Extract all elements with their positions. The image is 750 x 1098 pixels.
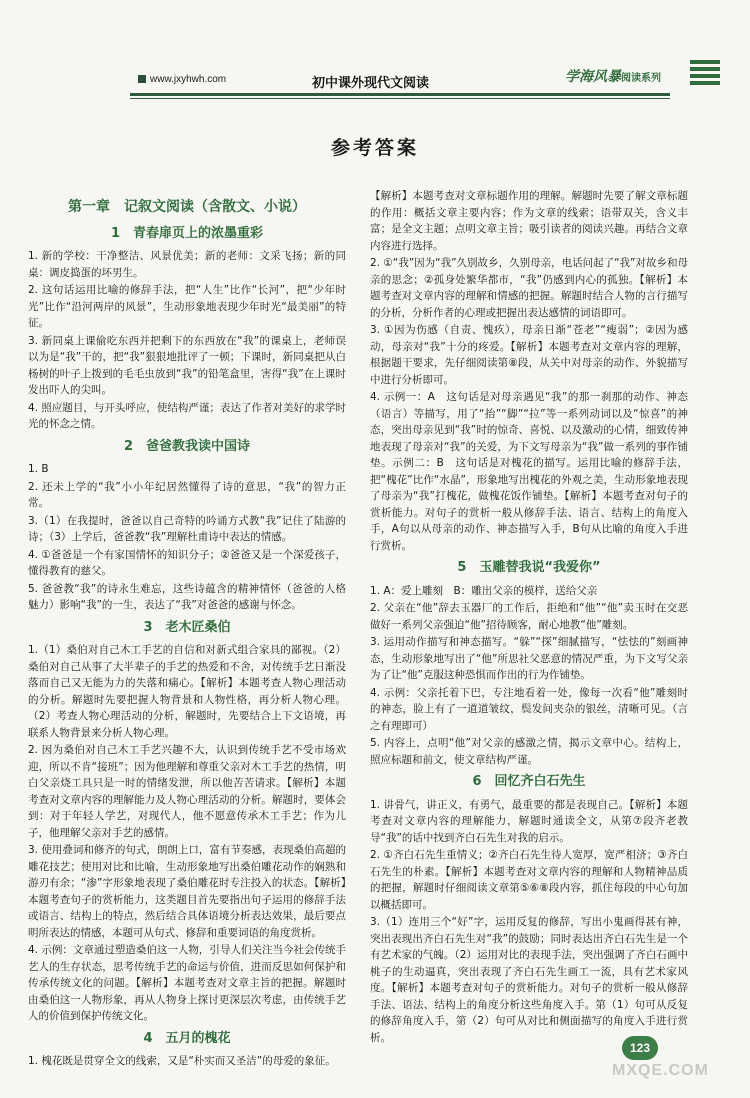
section-heading-6: 6 回忆齐白石先生 [472, 774, 586, 789]
answer-paragraph: 3. ①因为伤感（自责、愧疚），母亲日渐“苍老”“瘦弱”；②因为感动，母亲对“我”十分的疼爱。【解析】本题考查对文章内容的理解，根据题干要求，先仔细阅读第⑧段，从关中对母亲的动作、外貌描写中进行分析即可。 [370, 324, 688, 386]
header-rule [130, 93, 670, 96]
answer-paragraph: 2. ①“我”因为“我”久别故乡，久别母亲，电话问起了“我”对故乡和母亲的思念；②孤身处繁华都市，“我”仍感到内心的孤独。【解析】本题考查对文章内容的理解和情感的把握。解题时结合人物的言行描写的分析，分析作者的心理或把握出表达感情的词语即可。 [370, 257, 688, 319]
section-4-answers [28, 1053, 346, 1070]
brand-logo [565, 66, 661, 86]
left-column [28, 195, 346, 1071]
answer-paragraph: 4. 示例：父亲托着下巴，专注地看着一处，像每一次看“他”雕刻时的神态，脸上有了一道道皱纹，鬓发间夹杂的银丝，清晰可见。（言之有理即可） [370, 686, 688, 732]
book-title: 初中课外现代文阅读 [312, 76, 430, 91]
answer-paragraph: 4. 示例一：A 这句话是对母亲遇见“我”的那一刹那的动作、神态（语言）等描写，用了“抬”“脚”“拉”等一系列动词以及“惊喜”的神态，突出母亲见到“我”时的惊奇、喜悦、以及激动的心情，细致传神地表现了母亲对“我”的关爱，为下文写母亲为“我”做一系列的事作铺垫。示例二：B 这句话是对槐花的描写。运用比喻的修辞手法，把“槐花”比作“水晶”，形象地写出槐花的外观之美，生动形象地表现了母亲为“我”打槐花，做槐花饭作铺垫。【解析】本题考查对句子的赏析能力。对句子的赏析一般从修辞手法、语言、结构上的角度入手，A句以从母亲的动作、神态描写入手，B句从比喻的角度入手进行赏析。 [370, 391, 688, 552]
brand-sub: 阅读系列 [621, 73, 661, 84]
answer-paragraph: 1. 槐花既是贯穿全文的线索，又是“朴实而又圣洁”的母爱的象征。 [28, 1055, 336, 1067]
answer-paragraph: 5. 爸爸教“我”的诗永生难忘，这些诗蕴含的精神情怀（爸爸的人格魅力）影响“我”的一生，表达了“我”对爸爸的感谢与怀念。 [28, 582, 346, 611]
answer-paragraph: 4. 照应题目，与开头呼应，使结构严谨；表达了作者对美好的求学时光的怀念之情。 [28, 401, 346, 430]
header-stripes-decoration [690, 60, 720, 100]
section-heading-2: 2 爸爸教我读中国诗 [123, 438, 251, 454]
section-2-answers [28, 461, 346, 614]
answer-paragraph: 1.（1）桑伯对自己木工手艺的自信和对新式组合家具的鄙视。（2）桑伯对自己从事了大半辈子的手艺的热爱和不舍，对传统手艺日渐没落而自己又无能为力的失落和痛心。【解析】本题考查人物心理活动的分析。解题时先要把握人物背景和人物性格，再分析人物心理。（2）考查人物心理活动的分析，解题时，先要结合上下文语境，再联系人物背景来分析人物心理。 [28, 644, 346, 739]
answer-paragraph: 3. 使用叠词和修齐的句式，朗朗上口，富有节奏感，表现桑伯高超的雕花技艺；使用对比和比喻，生动形象地写出桑伯雕花动作的娴熟和游刃有余；“渗”字形象地表现了桑伯雕花时专注投入的状态。【解析】本题考查句子的赏析能力，这类题目首先要指出句子运用的修辞手法或语言、结构上的特点，然后结合具体语境分析表达效果，最后要点明所表达的情感，本题可从句式、修辞和重要词语的角度赏析。 [28, 844, 346, 939]
answer-paragraph: 1. 讲骨气，讲正义，有勇气，最重要的都是表现自己。【解析】本题考查对文章内容的理解能力，解题时通读全文，从第⑦段齐老教导“我”的话中找到齐白石先生对我的启示。 [370, 798, 688, 844]
answer-paragraph: 4. 示例：文章通过塑造桑伯这一人物，引导人们关注当今社会传统手艺人的生存状态，思考传统手艺的命运与价值，进而反思如何保护和传承传统文化的问题。【解析】本题考查对文章主旨的把握。解题时由桑伯这一人物形象，再从人物身上探讨更深层次考虑，由传统手艺人的价值到保护传统文化。 [28, 944, 346, 1022]
section-heading-4: 4 五月的槐花 [143, 1030, 231, 1046]
site-url-text: www.jxyhwh.com [150, 74, 227, 85]
section-heading-3: 3 老木匠桑伯 [143, 619, 231, 635]
section-3-answers [28, 642, 346, 1025]
answer-paragraph: 1. 新的学校：干净整洁、风景优美；新的老师：文采飞扬；新的同桌：调皮捣蛋的坏男生。 [28, 250, 346, 279]
section-5-answers [370, 583, 688, 769]
answer-paragraph: 2. 父亲在“他”辞去玉器厂的工作后，拒绝和“他”“他”卖玉时在交恶做好一系列父亲强迫“他”招待顾客，耐心地教“他”雕刻。 [370, 602, 688, 631]
answer-paragraph: 1. B [28, 463, 49, 475]
answer-paragraph: 3. 新同桌上课偷吃东西并把剩下的东西放在“我”的课桌上，老师误以为是“我”干的，把“我”狠狠地批评了一顿；下课时，新同桌把从白杨树的叶子上拨到的毛毛虫放到“我”的铅笔盒里，害得“我”在上课时发出吓人的尖叫。 [28, 334, 346, 396]
page-header [0, 60, 750, 104]
answer-paragraph: 【解析】本题考查对文章标题作用的理解。解题时先要了解文章标题的作用：概括文章主要内容；作为文章的线索；语带双关，含义丰富；是全文主题；点明文章主旨；吸引读者的阅读兴趣。再结合文章内容进行选择。 [370, 190, 688, 252]
answer-paragraph: 2. ①齐白石先生重情义；②齐白石先生待人宽厚，宽严相济；③齐白石先生的朴素。【解析】本题考查对文章内容的理解和人物精神品质的把握，解题时仔细阅读文章第⑤⑥⑧段内容，抓住每段的中心句加以概括即可。 [370, 849, 688, 911]
section-4-answers-cont [370, 188, 688, 554]
answer-paragraph: 2. 还未上学的“我”小小年纪居然懂得了诗的意思，“我”的智力正常。 [28, 480, 346, 509]
site-url [138, 74, 226, 85]
answer-paragraph: 1. A：爱上雕刻 B：雕出父亲的模样，送给父亲 [370, 584, 598, 597]
answer-paragraph: 5. 内容上，点明“他”对父亲的感激之情，揭示文章中心。结构上，照应标题和前文，使文章结构严谨。 [370, 737, 688, 766]
chapter-heading: 第一章 记叙文阅读（含散文、小说） [68, 199, 306, 215]
section-6-answers [370, 797, 688, 1047]
answer-paragraph: 3. 运用动作描写和神态描写。“躲”“探”细腻描写，“怯怯的”刻画神态，生动形象地写出了“他”所思社父恶意的情况严重，为下文写父亲为了让“他”克服这种恐惧而作出的行为作铺垫。 [370, 636, 688, 681]
answer-paragraph: 2. 因为桑伯对自己木工手艺兴趣不大，认识到传统手艺不受市场欢迎，所以不肯“接班”；因为他理解和尊重父亲对木工手艺的热情，明白父亲烧工具只是一时的情绪发泄，所以他苦苦请求。【解析】本题考查对文章内容的理解能力及人物心理活动的分析。解题时，要体会到：对于年轻人学艺，对现代人，他不愿意传承木工手艺；作为儿子，他理解父亲对手艺的感情。 [28, 744, 346, 839]
section-heading-5: 5 玉雕替我说“我爱你” [457, 560, 601, 575]
brand-main: 学海风暴 [565, 69, 621, 85]
watermark: MXQE.COM [612, 1062, 709, 1079]
answer-paragraph: 4. ①爸爸是一个有家国情怀的知识分子；②爸爸又是一个深爱孩子，懂得教育的慈父。 [28, 548, 346, 577]
page-number: 123 [622, 1036, 658, 1060]
answer-paragraph: 2. 这句话运用比喻的修辞手法，把“人生”比作“长河”，把“少年时光”比作“沿河两岸的风景”，生动形象地表现少年时光“最美丽”的特征。 [28, 284, 346, 329]
url-square-icon [138, 75, 146, 83]
section-heading-1: 1 青春扉页上的浓墨重彩 [110, 225, 264, 241]
header-rule-thin [130, 98, 670, 99]
answer-paragraph: 3.（1）在我提时，爸爸以自己奇特的吟诵方式教“我”记住了陆游的诗；（3）上学后，爸爸教“我”理解杜甫诗中表达的情感。 [28, 514, 346, 543]
page-title: 参考答案 [330, 137, 419, 159]
answer-paragraph: 3.（1）连用三个“好”字，运用反复的修辞，写出小鬼画得甚有神，突出表现出齐白石先生对“我”的鼓励；同时表达出齐白石先生是一个有艺术家的气魄。（2）运用对比的表现手法，突出强调了齐白石画中桃子的生动逼真，突出表现了齐白石先生画工一流，具有艺术家风度。【解析】本题考查对句子的赏析能力。对句子的赏析一般从修辞手法、语法、结构上的角度分析这些角度入手。第（1）句可从反复的修辞角度入手，第（2）句可从对比和侧面描写的角度入手进行赏析。 [370, 916, 688, 1044]
section-1-answers [28, 248, 346, 433]
right-column [370, 188, 688, 1047]
